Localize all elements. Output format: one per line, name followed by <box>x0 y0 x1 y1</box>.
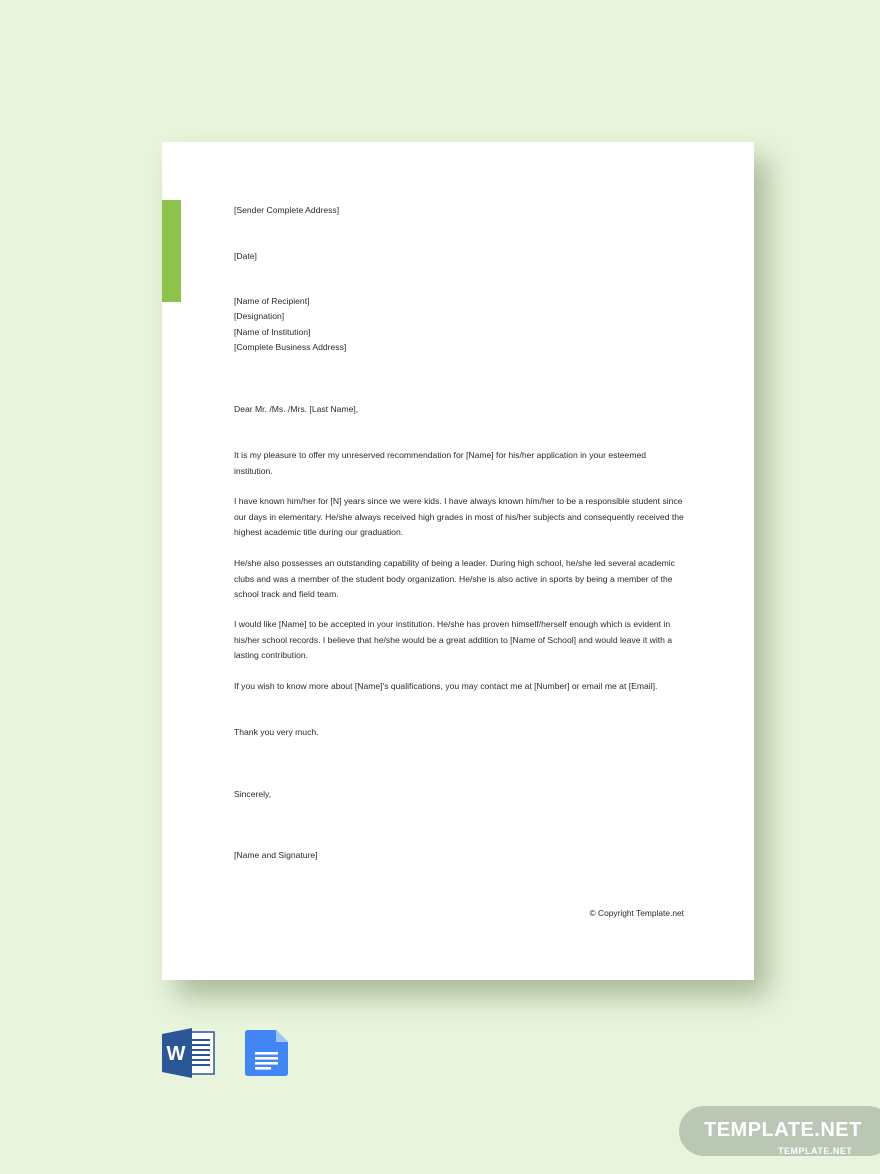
google-docs-icon[interactable] <box>245 1030 288 1076</box>
salutation: Dear Mr. /Ms. /Mrs. [Last Name], <box>234 404 359 414</box>
paragraph-contact: If you wish to know more about [Name]'s qualifications, you may contact me at [Number] or email me at [Email]. <box>234 681 658 691</box>
recipient-institution: [Name of Institution] <box>234 327 311 337</box>
watermark-text: TEMPLATE.NET <box>704 1119 862 1141</box>
sender-address: [Sender Complete Address] <box>234 205 340 215</box>
watermark-small-text: TEMPLATE.NET <box>778 1146 853 1156</box>
paragraph-acquaintance: I have known him/her for [N] years since we were kids. I have always known him/her to be a responsible student since our days in elementary. He/she always received high grades in most of his/her subjects and consequently received the highest academic title during our graduation. <box>234 496 684 537</box>
svg-text:W: W <box>166 1043 186 1065</box>
word-icon[interactable] <box>162 1028 216 1078</box>
closing: Sincerely, <box>234 789 272 799</box>
letter-document <box>162 142 754 980</box>
letter-date: [Date] <box>234 251 257 261</box>
recipient-name: [Name of Recipient] <box>234 296 310 306</box>
recipient-address: [Complete Business Address] <box>234 342 347 352</box>
accent-bar <box>162 200 181 302</box>
thank-you-line: Thank you very much. <box>234 727 319 737</box>
paragraph-leadership: He/she also possesses an outstanding capability of being a leader. During high school, he/she led several academic clubs and was a member of the student body organization. He/she is also active in sports by being a member of the school track and field team. <box>234 558 675 599</box>
recipient-designation: [Designation] <box>234 311 285 321</box>
paragraph-recommendation: I would like [Name] to be accepted in your institution. He/she has proven himself/herself enough which is evident in his/her school records. I believe that he/she would be a great addition to [Name of School] and would leave it with a lasting contribution. <box>234 619 673 660</box>
paragraph-intro: It is my pleasure to offer my unreserved recommendation for [Name] for his/her application in your esteemed institution. <box>234 450 647 476</box>
signature-placeholder: [Name and Signature] <box>234 850 318 860</box>
copyright-notice: © Copyright Template.net <box>589 908 684 918</box>
